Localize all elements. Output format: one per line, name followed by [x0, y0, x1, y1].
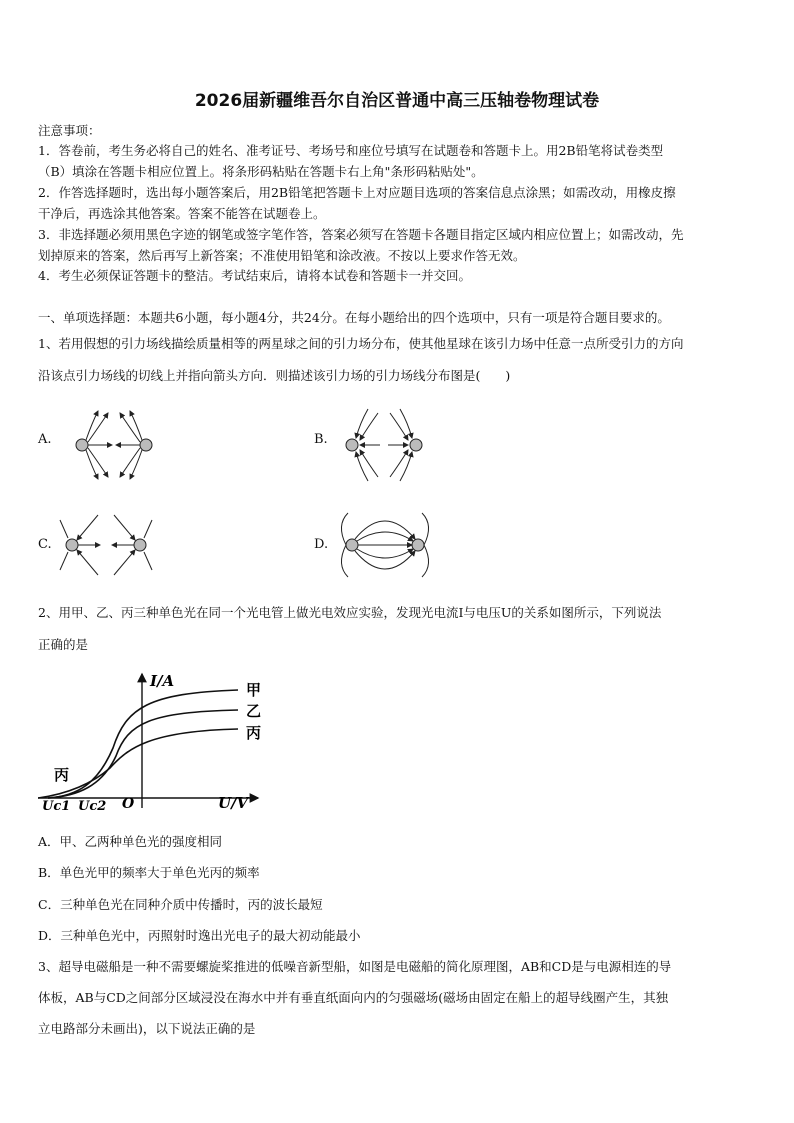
q2-option-d: D．三种单色光中，丙照射时逸出光电子的最大初动能最小 [38, 928, 361, 943]
curve-bing [38, 729, 238, 798]
question-3-stem: 立电路部分未画出)，以下说法正确的是 [38, 1021, 256, 1036]
q2-iu-graph [38, 668, 278, 818]
diagram-d [341, 513, 428, 577]
question-1-stem: 1、若用假想的引力场线描绘质量相等的两星球之间的引力场分布，使其他星球在该引力场中任意一点所受引力的方向 [38, 336, 684, 351]
page-title: 2026届新疆维吾尔自治区普通中高三压轴卷物理试卷 [194, 91, 600, 111]
curve-yi [48, 710, 238, 798]
y-axis-label: I/A [150, 672, 175, 690]
origin-label: O [122, 796, 135, 812]
notice-line: 1．答卷前，考生务必将自己的姓名、准考证号、考场号和座位号填写在试题卷和答题卡上。用2B铅笔将试卷类型 [38, 143, 664, 158]
notice-line: 干净后，再选涂其他答案。答案不能答在试题卷上。 [38, 206, 326, 221]
question-3-stem: 体板，AB与CD之间部分区域浸没在海水中并有垂直纸面向内的匀强磁场(磁场由固定在船上的超导线圈产生，其独 [38, 990, 669, 1005]
label-yi: 乙 [246, 702, 262, 720]
q1-option-b-label: B. [314, 432, 328, 447]
notice-line: 划掉原来的答案，然后再写上新答案；不准使用铅笔和涂改液。不按以上要求作答无效。 [38, 248, 526, 263]
q1-option-c-label: C. [38, 537, 52, 552]
notice-line: 3．非选择题必须用黑色字迹的钢笔或签字笔作答，答案必须写在答题卡各题目指定区域内相应位置上；如需改动，先 [38, 227, 684, 242]
q1-diagrams [0, 395, 794, 595]
q1-option-a-label: A. [38, 432, 52, 447]
q2-option-a: A．甲、乙两种单色光的强度相同 [38, 834, 223, 849]
diagram-c [60, 515, 152, 575]
section-heading: 一、单项选择题：本题共6小题，每小题4分，共24分。在每小题给出的四个选项中，只有一项是符合题目要求的。 [38, 310, 670, 325]
diagram-b [346, 409, 422, 481]
question-3-stem: 3、超导电磁船是一种不需要螺旋桨推进的低噪音新型船，如图是电磁船的简化原理图，AB和CD是与电源相连的导 [38, 959, 672, 974]
notice-line: 4．考生必须保证答题卡的整洁。考试结束后，请将本试卷和答题卡一并交回。 [38, 268, 471, 283]
uc1-label: Uc1 [42, 799, 71, 814]
q2-option-c: C．三种单色光在同种介质中传播时，丙的波长最短 [38, 897, 323, 912]
diagram-a [76, 411, 152, 479]
notice-line: （B）填涂在答题卡相应位置上。将条形码粘贴在答题卡右上角"条形码粘贴处"。 [38, 164, 484, 179]
label-bing-bottom: 丙 [54, 766, 70, 784]
notice-heading: 注意事项： [38, 123, 101, 138]
question-1-stem: 沿该点引力场线的切线上并指向箭头方向．则描述该引力场的引力场线分布图是( ) [38, 368, 511, 383]
question-2-stem: 2、用甲、乙、丙三种单色光在同一个光电管上做光电效应实验，发现光电流I与电压U的关系如图所示，下列说法 [38, 605, 662, 620]
q1-option-d-label: D. [314, 537, 329, 552]
notice-line: 2．作答选择题时，选出每小题答案后，用2B铅笔把答题卡上对应题目选项的答案信息点涂黑；如需改动，用橡皮擦 [38, 185, 676, 200]
label-bing: 丙 [246, 724, 262, 742]
x-axis-label: U/V [218, 794, 249, 812]
uc2-label: Uc2 [78, 799, 107, 814]
q2-option-b: B．单色光甲的频率大于单色光丙的频率 [38, 865, 260, 880]
question-2-stem: 正确的是 [38, 637, 89, 652]
label-jia: 甲 [246, 681, 262, 699]
